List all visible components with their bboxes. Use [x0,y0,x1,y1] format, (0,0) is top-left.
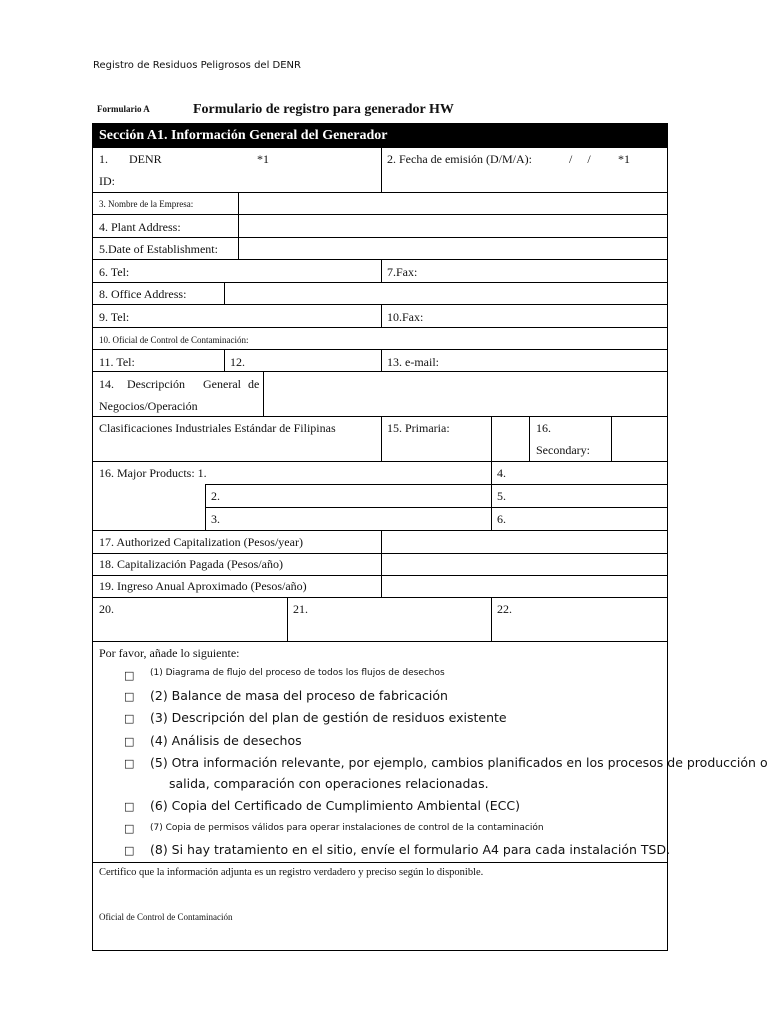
col-divider [238,192,239,214]
field-4-plant-address: 4. Plant Address: [99,220,181,234]
col-divider [263,371,264,416]
row-divider [93,327,667,328]
field-18-paid-capital: 18. Capitalización Pagada (Pesos/año) [99,557,283,571]
checkbox-icon[interactable]: □ [124,735,135,748]
field-2-mark: *1 [618,152,630,166]
attachment-item: (4) Análisis de desechos [150,733,302,748]
checkbox-icon[interactable]: □ [124,844,135,857]
col-divider [381,304,382,327]
pollution-officer-signature-label: Oficial de Control de Contaminación [99,912,233,922]
row-divider [93,641,667,642]
col-divider [381,259,382,282]
checkbox-icon[interactable]: □ [124,690,135,703]
attachment-item: (6) Copia del Certificado de Cumplimiento Ambiental (ECC) [150,798,521,813]
field-16-major-products: 16. Major Products: 1. [99,466,207,480]
col-divider [287,597,288,641]
form-title: Formulario de registro para generador HW [193,102,454,117]
row-divider [93,349,667,350]
col-divider [491,416,492,461]
field-1-mark: *1 [257,152,269,166]
field-3-company-name: 3. Nombre de la Empresa: [99,199,194,209]
col-divider [205,484,206,530]
field-9-tel: 9. Tel: [99,310,130,324]
col-divider [381,349,382,371]
field-16-number: 16. [536,421,551,435]
field-1-id: ID: [99,174,115,188]
field-20: 20. [99,602,114,616]
field-10-pollution-officer: 10. Oficial de Control de Contaminación: [99,335,249,345]
col-divider [224,349,225,371]
attachment-item-continuation: salida, comparación con operaciones relacionadas. [169,776,489,791]
col-divider [381,416,382,461]
field-5-date-established: 5.Date of Establishment: [99,242,218,256]
field-8-office-address: 8. Office Address: [99,287,187,301]
field-14-number: 14. [99,377,114,391]
checkbox-icon[interactable]: □ [124,757,135,770]
page-header: Registro de Residuos Peligrosos del DENR [93,60,301,71]
field-7-fax: 7.Fax: [387,265,418,279]
field-22: 22. [497,602,512,616]
field-1-denr: DENR [129,152,162,166]
field-11-tel: 11. Tel: [99,355,135,369]
field-21: 21. [293,602,308,616]
checkbox-icon[interactable]: □ [124,800,135,813]
row-divider [93,192,667,193]
attachment-item: (1) Diagrama de flujo del proceso de todos los flujos de desechos [150,668,445,678]
col-divider [238,237,239,259]
field-16-secondary: Secondary: [536,443,590,457]
field-2-date-slashes: / / [569,152,591,166]
row-divider [205,507,667,508]
row-divider [93,862,667,863]
field-13-email: 13. e-mail: [387,355,439,369]
checkbox-icon[interactable]: □ [124,669,135,682]
field-14-word: de [248,377,260,391]
row-divider [93,575,667,576]
attachments-intro: Por favor, añade lo siguiente: [99,646,240,660]
col-divider [224,282,225,304]
field-2-date-label: 2. Fecha de emisión (D/M/A): [387,152,532,166]
row-divider [93,461,667,462]
col-divider [381,148,382,192]
product-2: 2. [211,489,220,503]
field-14-word: Descripción [127,377,185,391]
field-17-authorized-capital: 17. Authorized Capitalization (Pesos/year) [99,535,303,549]
row-divider [93,259,667,260]
col-divider [491,461,492,530]
col-divider [381,530,382,597]
row-divider [205,484,667,485]
row-divider [93,530,667,531]
row-divider [93,214,667,215]
form-label: Formulario A [97,104,150,114]
registration-form [92,123,768,951]
section-title: Sección A1. Información General del Generador [93,124,667,148]
col-divider [491,597,492,641]
certification-statement: Certifico que la información adjunta es un registro verdadero y preciso según lo disponible. [99,867,484,878]
product-3: 3. [211,512,220,526]
attachment-item: (3) Descripción del plan de gestión de residuos existente [150,710,507,725]
row-divider [93,597,667,598]
psic-label: Clasificaciones Industriales Estándar de Filipinas [99,421,336,435]
field-6-tel: 6. Tel: [99,265,130,279]
row-divider [93,237,667,238]
field-1-number: 1. [99,152,108,166]
row-divider [93,304,667,305]
field-19-annual-income: 19. Ingreso Anual Aproximado (Pesos/año) [99,579,307,593]
col-divider [529,416,530,461]
attachment-item: (5) Otra información relevante, por ejemplo, cambios planificados en los procesos de producción o [150,755,768,770]
row-divider [93,282,667,283]
field-10-fax: 10.Fax: [387,310,424,324]
field-14-business-description: Negocios/Operación [99,399,198,413]
product-4: 4. [497,466,506,480]
attachment-item: (8) Si hay tratamiento en el sitio, envíe el formulario A4 para cada instalación TSD. [150,842,671,857]
product-6: 6. [497,512,506,526]
attachment-item: (2) Balance de masa del proceso de fabricación [150,688,448,703]
field-12: 12. [230,355,245,369]
checkbox-icon[interactable]: □ [124,712,135,725]
field-15-primary: 15. Primaria: [387,421,450,435]
field-14-word: General [203,377,241,391]
attachment-item: (7) Copia de permisos válidos para operar instalaciones de control de la contaminación [150,823,544,833]
row-divider [93,553,667,554]
row-divider [93,416,667,417]
row-divider [93,371,667,372]
product-5: 5. [497,489,506,503]
checkbox-icon[interactable]: □ [124,822,135,835]
col-divider [238,214,239,237]
col-divider [611,416,612,461]
